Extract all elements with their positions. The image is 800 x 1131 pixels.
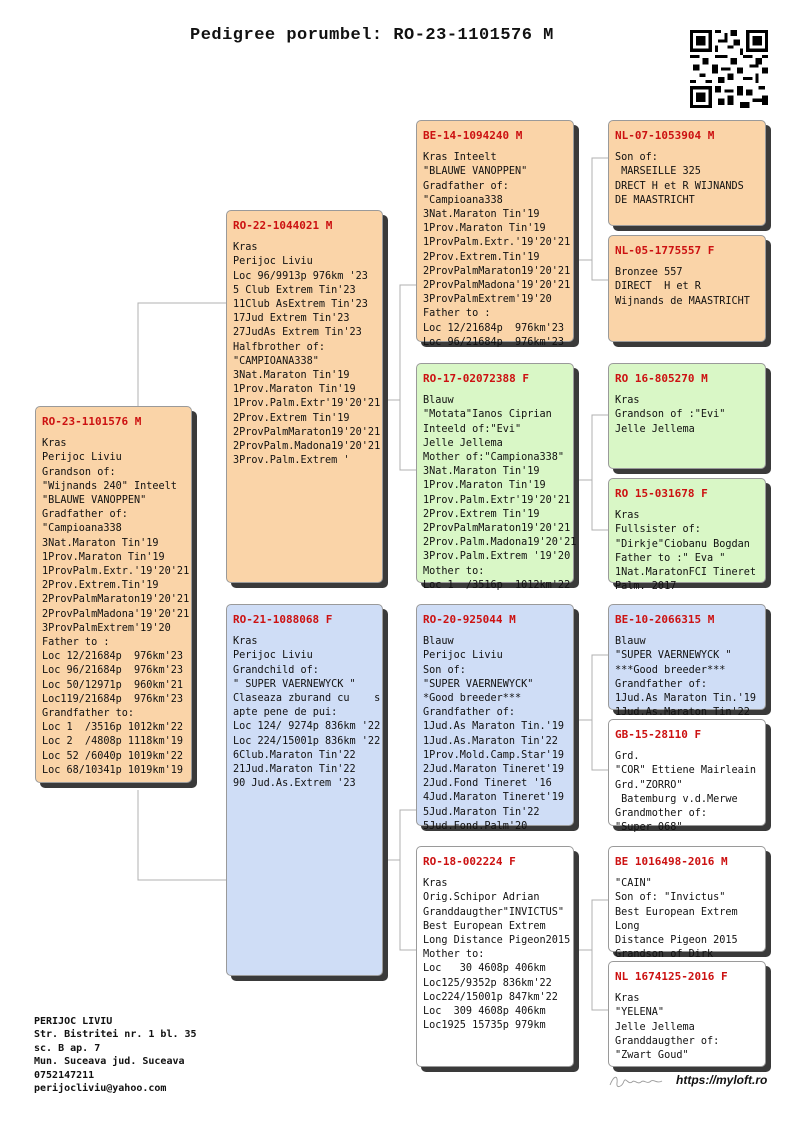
card-line: Long Distance Pigeon2015 [423, 935, 571, 947]
card-line: 3Prov.Palm.Extrem ' [233, 455, 350, 467]
card-line: 2ProvPalm.Madona19'20'21 [233, 441, 381, 453]
card-line: "BLAUWE VANOPPEN" [42, 495, 147, 507]
card-body [615, 266, 759, 309]
card-line: "Motata"Ianos Ciprian [423, 409, 552, 421]
ring-number: RO-18-002224 F [423, 855, 516, 868]
card-line: Mother of:"Campiona338" [423, 452, 565, 464]
card-line: 1Prov.Maraton Tin'19 [423, 223, 546, 235]
card-line: Father to :" Eva " [615, 552, 726, 564]
card-body [615, 750, 759, 835]
card-line: Grandfather of: [615, 678, 708, 690]
card-line: Loc 50/12971p 960km'21 [42, 679, 184, 691]
card-line: Gradfather of: [423, 180, 509, 192]
card-line: Best European Extrem [615, 906, 738, 918]
card-line: 1Prov.Palm.Extr'19'20'21 [423, 494, 571, 506]
card-line: 6Club.Maraton Tin'22 [233, 749, 356, 761]
card-body [615, 394, 759, 437]
card-line: Grandson of: [42, 466, 116, 478]
card-line: 21Jud.Maraton Tin'22 [233, 764, 356, 776]
card-line: "SUPER VAERNEWYCK" [423, 678, 534, 690]
card-line: "CAIN" [615, 878, 652, 890]
card-line: 1Nat.MaratonFCI Tineret [615, 567, 757, 579]
card-line: Kras [42, 438, 67, 450]
card-line: Loc 52 /6040p 1019km'22 [42, 750, 184, 762]
card-line: 2Prov.Extrem.Tin'19 [423, 251, 540, 263]
card-line: 5Jud.Maraton Tin'22 [423, 806, 540, 818]
card-line: Kras [615, 510, 640, 522]
card-line: "Zwart Goud" [615, 1050, 689, 1062]
card-line: 5 Club Extrem Tin'23 [233, 284, 356, 296]
owner-street: Str. Bistritei nr. 1 bl. 35 [34, 1029, 197, 1041]
card-dam-dam-dam[interactable] [608, 961, 766, 1067]
card-line: 1ProvPalm.Extr.'19'20'21 [42, 566, 190, 578]
card-line: Father to : [42, 637, 110, 649]
card-sire-dam[interactable] [416, 363, 577, 591]
card-line: DIRECT H et R [615, 281, 701, 293]
card-line: "CAMPIOANA338" [233, 355, 319, 367]
card-sire-dam-dam[interactable] [608, 478, 766, 593]
card-line: Kras [233, 636, 258, 648]
card-line: 1Jud.As Maraton Tin.'19 [615, 693, 757, 705]
card-line: Batemburg v.d.Merwe [615, 793, 738, 805]
card-line: Loc 1 /3516p 1012km'22 [42, 722, 184, 734]
card-sire-dam-sire[interactable] [608, 363, 766, 469]
card-dam-sire-dam[interactable] [608, 719, 766, 834]
card-line: Mother to: [423, 949, 485, 961]
card-line: Kras [615, 395, 640, 407]
ring-number: RO-17-02072388 F [423, 372, 529, 385]
card-line: 90 Jud.As.Extrem '23 [233, 778, 356, 790]
card-line: Fullsister of: [615, 524, 701, 536]
ring-number: RO 16-805270 M [615, 372, 708, 385]
card-line: 2ProvPalmMadona'19'20'21 [42, 608, 190, 620]
card-line: 2Jud.Maraton Tineret'19 [423, 764, 565, 776]
card-body [423, 877, 571, 1033]
card-line: Blauw [423, 395, 454, 407]
card-dam-dam[interactable] [416, 846, 574, 1067]
card-line: Loc 12/21684p 976km'23 [423, 322, 565, 334]
card-line: Grandfather to: [42, 708, 135, 720]
card-line: 2Prov.Extrem Tin'19 [423, 508, 540, 520]
card-line: Kras [423, 878, 448, 890]
ring-number: GB-15-28110 F [615, 728, 702, 741]
card-line: Kras [233, 242, 258, 254]
card-line: 1Prov.Maraton Tin'19 [233, 384, 356, 396]
card-line: Son of: [423, 664, 466, 676]
card-line: "Wijnands 240" Inteelt [42, 480, 177, 492]
card-line: Loc 1 /3516p 1012km'22 [423, 579, 571, 591]
owner-phone[interactable]: 0752147211 [34, 1069, 95, 1081]
card-line: 1Prov.Maraton Tin'19 [423, 480, 546, 492]
card-body [615, 992, 759, 1063]
card-line: 1Jud.As Maraton Tin.'19 [423, 721, 565, 733]
card-subject[interactable] [35, 406, 192, 783]
ring-number: BE 1016498-2016 M [615, 855, 728, 868]
card-line: Loc 96/21684p 976km'23 [42, 665, 184, 677]
card-line: 2ProvPalmMaraton19'20'21 [42, 594, 190, 606]
card-line: 3Nat.Maraton Tin'19 [233, 370, 350, 382]
owner-contact-block [34, 1015, 197, 1095]
card-line: 3ProvPalmExtrem'19'20 [423, 294, 552, 306]
card-line: 3ProvPalmExtrem'19'20 [42, 622, 171, 634]
card-sire[interactable] [226, 210, 383, 583]
card-body [615, 877, 759, 962]
card-line: Jelle Jellema [423, 437, 503, 449]
card-dam-sire-sire[interactable] [608, 604, 766, 719]
card-line: 2ProvPalmMaraton19'20'21 [423, 523, 571, 535]
card-line: Blauw [423, 636, 454, 648]
card-body [423, 635, 567, 834]
ring-number: BE-14-1094240 M [423, 129, 523, 142]
card-line: "Campioana338 [423, 194, 503, 206]
owner-apartment: sc. B ap. 7 [34, 1042, 101, 1054]
card-line: Loc 309 4608p 406km [423, 1006, 546, 1018]
card-line: 2Prov.Extrem.Tin'19 [42, 580, 159, 592]
owner-city: Mun. Suceava jud. Suceava [34, 1056, 185, 1068]
card-line: 11Club AsExtrem Tin'23 [233, 299, 368, 311]
card-line: DRECT H et R WIJNANDS [615, 180, 744, 192]
owner-email[interactable]: perijocliviu@yahoo.com [34, 1083, 167, 1095]
card-body [615, 635, 759, 720]
card-line: 3Prov.Palm.Extrem '19'20 [423, 551, 571, 563]
card-line: Perijoc Liviu [42, 452, 122, 464]
card-line: 1Jud.As.Maraton Tin'22 [423, 735, 558, 747]
card-line: Distance Pigeon 2015 [615, 935, 738, 947]
card-sire-sire[interactable] [416, 120, 574, 348]
card-line: Loc 12/21684p 976km'23 [42, 651, 184, 663]
owner-name: PERIJOC LIVIU [34, 1016, 113, 1027]
card-line: "SUPER VAERNEWYCK " [615, 650, 732, 662]
page-title: Pedigree porumbel: RO-23-1101576 M [190, 26, 554, 45]
card-line: *Good breeder*** [423, 693, 522, 705]
card-line: Halfbrother of: [233, 341, 326, 353]
card-line: Mother to: [423, 565, 485, 577]
card-dam-sire[interactable] [416, 604, 574, 832]
card-line: "BLAUWE VANOPPEN" [423, 166, 528, 178]
card-line: Wijnands de MAASTRICHT [615, 295, 750, 307]
card-line: "Campioana338 [42, 523, 122, 535]
card-line: 27JudAs Extrem Tin'23 [233, 327, 362, 339]
card-line: Grd. [615, 751, 640, 763]
card-line: 1Prov.Palm.Extr'19'20'21 [233, 398, 381, 410]
card-line: 2Jud.Fond Tineret '16 [423, 778, 552, 790]
website-link[interactable]: https://myloft.ro [676, 1073, 768, 1087]
card-line: Loc 2 /4808p 1118km'19 [42, 736, 184, 748]
card-line: 1ProvPalm.Extr.'19'20'21 [423, 237, 571, 249]
card-line: "YELENA" [615, 1007, 665, 1019]
card-line: Jelle Jellema [615, 423, 695, 435]
card-line: Son of: [615, 152, 658, 164]
card-line: Gradfather of: [42, 509, 128, 521]
card-line: 3Nat.Maraton Tin'19 [42, 537, 159, 549]
card-line: "Dirkje"Ciobanu Bogdan [615, 538, 750, 550]
card-line: 1Jud.As.Maraton Tin'22 [615, 707, 750, 719]
card-line: Loc 30 4608p 406km [423, 963, 546, 975]
card-line: Kras Inteelt [423, 152, 497, 164]
card-line: " SUPER VAERNEWYCK " [233, 678, 356, 690]
card-line: Best European Extrem [423, 920, 546, 932]
card-line: "COR" Ettiene Mairleain [615, 765, 757, 777]
card-sire-sire-dam[interactable] [608, 235, 766, 342]
card-line: 2ProvPalmMaraton19'20'21 [233, 426, 381, 438]
card-line: 2Prov.Palm.Madona19'20'21 [423, 537, 577, 549]
card-line: Grandfather of: [423, 707, 516, 719]
card-line: 17Jud Extrem Tin'23 [233, 313, 350, 325]
card-line: Loc 68/10341p 1019km'19 [42, 764, 184, 776]
card-dam-dam-sire[interactable] [608, 846, 766, 961]
card-line: 1Prov.Mold.Camp.Star'19 [423, 749, 565, 761]
card-body [423, 394, 577, 593]
card-dam[interactable] [226, 604, 383, 976]
card-line: Jelle Jellema [615, 1021, 695, 1033]
card-line: Bronzee 557 [615, 267, 683, 279]
card-line: Loc1925 15735p 979km [423, 1020, 546, 1032]
card-body [42, 437, 190, 778]
ring-number: RO-23-1101576 M [42, 415, 142, 428]
card-line: 3Nat.Maraton Tin'19 [423, 466, 540, 478]
card-line: apte pene de pui: [233, 707, 338, 719]
card-line: Loc119/21684p 976km'23 [42, 693, 184, 705]
card-line: 2Prov.Extrem Tin'19 [233, 412, 350, 424]
card-line: "Super 068" [615, 822, 683, 834]
card-line: Granddaugther of: [615, 1035, 720, 1047]
card-line: MARSEILLE 325 [615, 166, 701, 178]
card-line: Perijoc Liviu [233, 650, 313, 662]
card-line: Kras [615, 993, 640, 1005]
card-line: Claseaza zburand cu s [233, 693, 381, 705]
card-line: Granddaugther"INVICTUS" [423, 906, 565, 918]
card-line: Grandchild of: [233, 664, 319, 676]
card-line: Loc 124/ 9274p 836km '22 [233, 721, 381, 733]
card-line: Loc 224/15001p 836km '22 [233, 735, 381, 747]
ring-number: BE-10-2066315 M [615, 613, 715, 626]
card-line: DE MAASTRICHT [615, 194, 695, 206]
card-line: 3Nat.Maraton Tin'19 [423, 209, 540, 221]
card-body [423, 151, 571, 350]
card-line: ***Good breeder*** [615, 664, 726, 676]
card-line: Loc 96/9913p 976km '23 [233, 270, 368, 282]
card-sire-sire-sire[interactable] [608, 120, 766, 226]
card-body [233, 635, 381, 791]
ring-number: RO 15-031678 F [615, 487, 708, 500]
card-line: Son of: "Invictus" [615, 892, 726, 904]
ring-number: RO-21-1088068 F [233, 613, 333, 626]
card-body [615, 509, 759, 594]
card-line: Grandson of Dirk [615, 949, 714, 961]
ring-number: NL-07-1053904 M [615, 129, 715, 142]
ring-number: NL 1674125-2016 F [615, 970, 728, 983]
card-line: Loc125/9352p 836km'22 [423, 977, 552, 989]
card-line: Grd."ZORRO" [615, 779, 683, 791]
card-line: Loc224/15001p 847km'22 [423, 991, 558, 1003]
signature-icon [608, 1073, 664, 1091]
card-line: Blauw [615, 636, 646, 648]
card-line: 5Jud.Fond.Palm'20 [423, 820, 528, 832]
card-body [615, 151, 759, 208]
card-line: Orig.Schipor Adrian [423, 892, 540, 904]
card-line: Father to : [423, 308, 491, 320]
card-line: 1Prov.Maraton Tin'19 [42, 551, 165, 563]
card-line: Perijoc Liviu [423, 650, 503, 662]
card-line: 4Jud.Maraton Tineret'19 [423, 792, 565, 804]
ring-number: RO-20-925044 M [423, 613, 516, 626]
ring-number: RO-22-1044021 M [233, 219, 333, 232]
card-line: 2ProvPalmMadona'19'20'21 [423, 280, 571, 292]
card-line: Grandmother of: [615, 808, 708, 820]
ring-number: NL-05-1775557 F [615, 244, 715, 257]
card-line: Loc 96/21684p 976km'23 [423, 336, 565, 348]
card-line: Grandson of :"Evi" [615, 409, 726, 421]
card-line: Palm. 2017 [615, 581, 677, 593]
card-line: Long [615, 920, 640, 932]
card-body [233, 241, 381, 468]
card-line: Perijoc Liviu [233, 256, 313, 268]
card-line: Inteeld of:"Evi" [423, 423, 522, 435]
card-line: 2ProvPalmMaraton19'20'21 [423, 265, 571, 277]
